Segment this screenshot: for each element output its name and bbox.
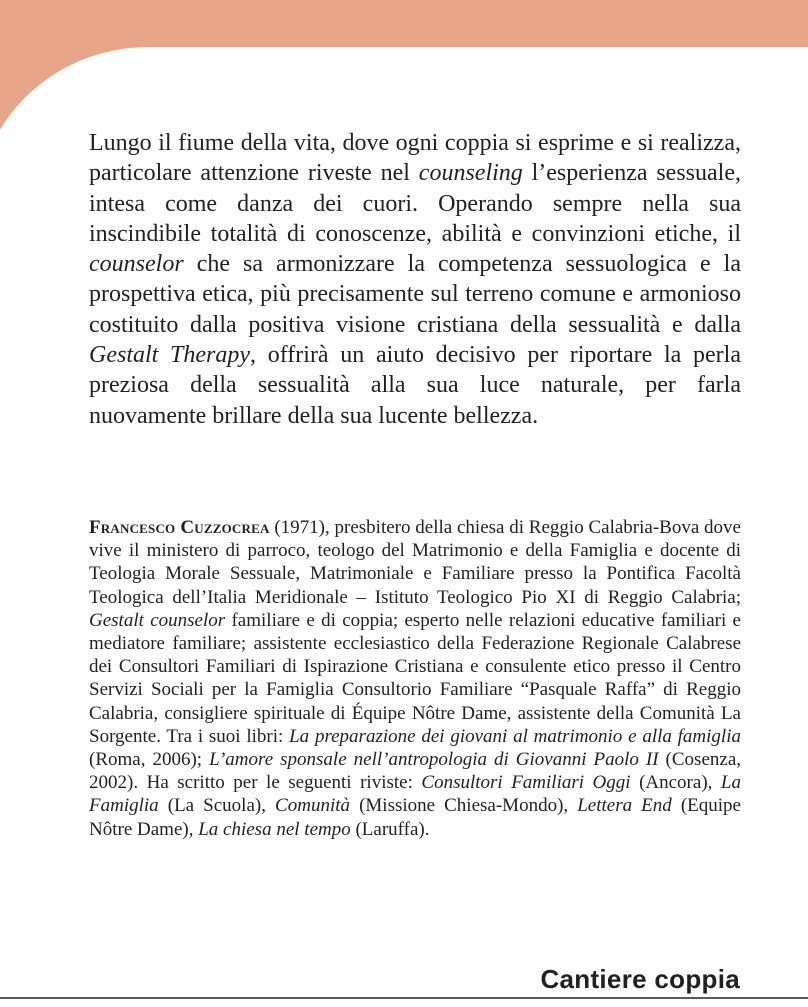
main-text-4: , offrirà un aiuto decisivo per riportare la perla preziosa della sessualità alla sua luce naturale, per farla nuovamente brillare della sua lucente bellezza. (89, 342, 741, 429)
bio-book-title-2: L’amore sponsale nell’antropologia di Giovanni Paolo II (209, 749, 659, 771)
bio-journal-4: Lettera End (577, 795, 672, 817)
bio-book-title-1: La preparazione dei giovani al matrimonio e alla famiglia (289, 725, 741, 747)
bio-text-7: (Missione Chiesa-Mondo), (350, 795, 578, 817)
bio-journal-2: La Famiglia (89, 772, 741, 817)
author-bio (89, 516, 741, 841)
main-text-2: l’esperienza sessuale, intesa come danza dei cuori. Operando sempre nella sua inscindibile totalità di conoscenze, abilità e convinzioni etiche, il (89, 160, 741, 247)
main-paragraph (89, 128, 741, 431)
bio-text-9: (Laruffa). (350, 818, 430, 840)
main-italic-counselor: counselor (89, 251, 184, 278)
bio-text-5: (Ancora), (630, 772, 721, 794)
running-footer-title: Cantiere coppia (540, 964, 740, 994)
main-text-3: che sa armonizzare la competenza sessuologica e la prospettiva etica, più precisamente sul terreno comune e armonioso costituito dalla positiva visione cristiana della sessualità e dalla (89, 251, 741, 338)
bio-text-2: familiare e di coppia; esperto nelle relazioni educative familiari e mediatore familiare; assistente ecclesiastico della Federazione Regionale Calabrese dei Consultori Familiari di Ispirazione Cristiana e consulente etico presso il Centro Servizi Sociali per la Famiglia Consultorio Familiare “Pasquale Raffa” di Reggio Calabria, consigliere spirituale di Équipe Nôtre Dame, assistente della Comunità La Sorgente. Tra i suoi libri: (89, 609, 741, 747)
bio-text-8: (Equipe Nôtre Dame), (89, 795, 741, 840)
bio-text-1: (1971), presbitero della chiesa di Reggio Calabria-Bova dove vive il ministero di parroco, teologo del Matrimonio e della Famiglia e docente di Teologia Morale Sessuale, Matrimoniale e Familiare presso la Pontifica Facoltà Teologica dell’Italia Meridionale – Istituto Teologico Pio XI di Reggio Calabria; (89, 517, 741, 608)
bio-journal-3: Comunità (275, 795, 350, 817)
bio-text-3: (Roma, 2006); (89, 749, 210, 771)
bio-italic-1: Gestalt counselor (89, 609, 226, 631)
main-italic-counseling: counseling (418, 160, 523, 187)
bio-journal-1: Consultori Familiari Oggi (421, 772, 631, 794)
main-italic-gestalt: Gestalt Therapy (89, 342, 251, 369)
author-name: Francesco Cuzzocrea (89, 517, 270, 538)
bio-text-6: (La Scuola), (158, 795, 276, 817)
footer-rule (0, 997, 808, 999)
main-text-1: Lungo il fiume della vita, dove ogni coppia si esprime e si realizza, particolare attenzione riveste nel (89, 130, 741, 187)
bio-text-4: (Cosenza, 2002). Ha scritto per le seguenti riviste: (89, 749, 741, 794)
bio-journal-5: La chiesa nel tempo (198, 818, 351, 840)
